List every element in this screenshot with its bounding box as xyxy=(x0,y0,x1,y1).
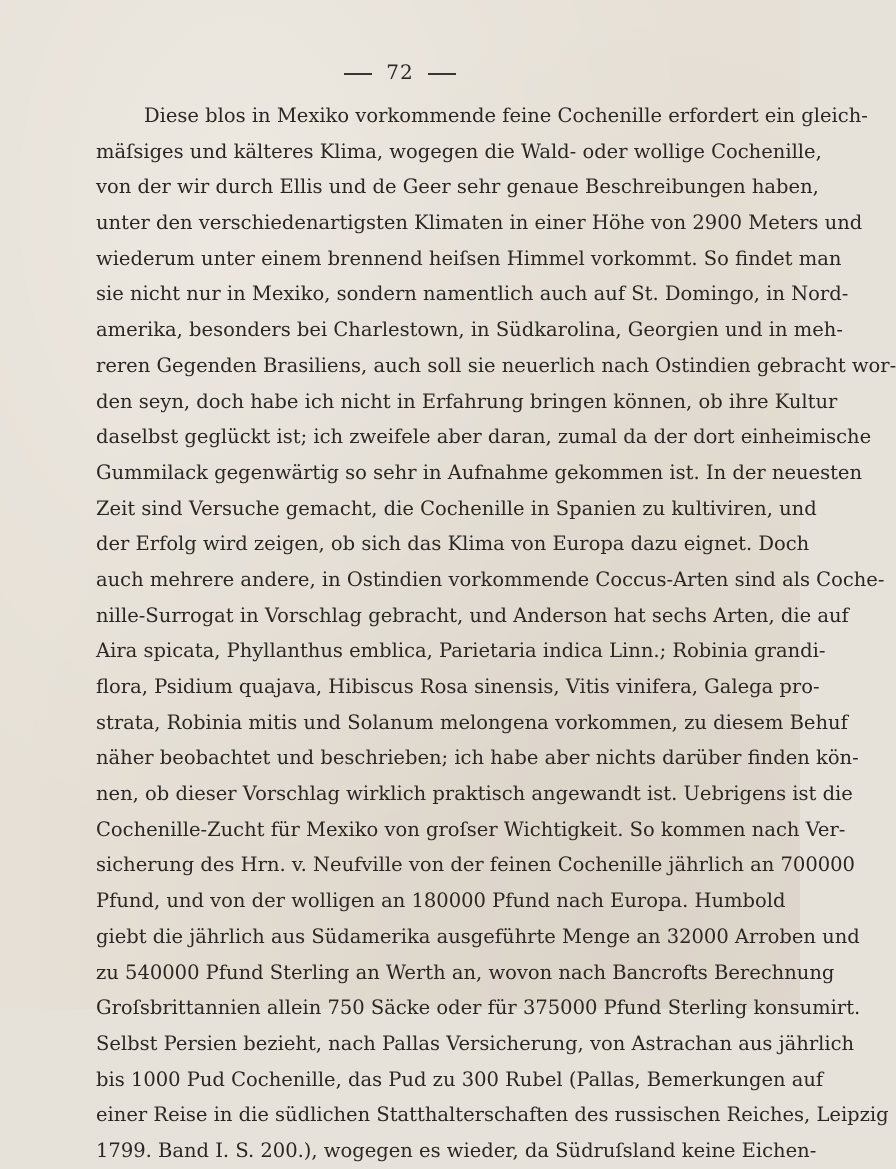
header-dash-right xyxy=(428,73,456,75)
text-line: mäſsiges und kälteres Klima, wogegen die Wald- oder wollige Cochenille, xyxy=(96,139,822,163)
text-line: reren Gegenden Brasiliens, auch soll sie neuerlich nach Ostindien gebracht wor- xyxy=(96,353,896,377)
text-line: Diese blos in Mexiko vorkommende feine Cochenille erfordert ein gleich- xyxy=(144,104,868,127)
text-line: wiederum unter einem brennend heiſsen Himmel vorkommt. So findet man xyxy=(96,246,842,270)
text-line: zu 540000 Pfund Sterling an Werth an, wovon nach Bancrofts Berechnung xyxy=(96,960,835,984)
text-line: Gummilack gegenwärtig so sehr in Aufnahme gekommen ist. In der neuesten xyxy=(96,460,863,484)
page-number: 72 xyxy=(386,60,414,84)
text-line: strata, Robinia mitis und Solanum melongena vorkommen, zu diesem Behuf xyxy=(96,710,848,734)
text-line: amerika, besonders bei Charlestown, in Südkarolina, Georgien und in meh- xyxy=(96,318,843,342)
body-text xyxy=(96,98,896,1169)
text-line: Zeit sind Versuche gemacht, die Cochenille in Spanien zu kultiviren, und xyxy=(96,496,817,520)
text-line: Aira spicata, Phyllanthus emblica, Parietaria indica Linn.; Robinia grandi- xyxy=(96,639,826,663)
text-line: bis 1000 Pud Cochenille, das Pud zu 300 Rubel (Pallas, Bemerkungen auf xyxy=(96,1067,824,1091)
text-line: sie nicht nur in Mexiko, sondern namentlich auch auf St. Domingo, in Nord- xyxy=(96,282,849,306)
text-line: unter den verschiedenartigsten Klimaten in einer Höhe von 2900 Meters und xyxy=(96,211,863,235)
text-line: Selbst Persien bezieht, nach Pallas Versicherung, von Astrachan aus jährlich xyxy=(96,1031,855,1055)
text-line: von der wir durch Ellis und de Geer sehr genaue Beschreibungen haben, xyxy=(96,175,819,199)
text-line: giebt die jährlich aus Südamerika ausgeführte Menge an 32000 Arroben und xyxy=(96,924,860,948)
text-line: daselbst geglückt ist; ich zweifele aber daran, zumal da der dort einheimische xyxy=(96,425,872,449)
text-line: auch mehrere andere, in Ostindien vorkommende Coccus-Arten sind als Coche- xyxy=(96,567,885,591)
text-line: nen, ob dieser Vorschlag wirklich praktisch angewandt ist. Uebrigens ist die xyxy=(96,782,853,806)
text-line: 1799. Band I. S. 200.), wogegen es wieder, da Südruſsland keine Eichen- xyxy=(96,1138,817,1162)
header-dash-left xyxy=(344,73,372,75)
text-line: den seyn, doch habe ich nicht in Erfahrung bringen können, ob ihre Kultur xyxy=(96,389,838,413)
text-line: sicherung des Hrn. v. Neufville von der feinen Cochenille jährlich an 700000 xyxy=(96,853,855,877)
text-line: einer Reise in die südlichen Statthalterschaften des russischen Reiches, Leipzig xyxy=(96,1103,889,1127)
text-line: flora, Psidium quajava, Hibiscus Rosa sinensis, Vitis vinifera, Galega pro- xyxy=(96,675,820,698)
text-line: Groſsbrittannien allein 750 Säcke oder für 375000 Pfund Sterling konsumirt. xyxy=(96,996,861,1020)
text-line: nille-Surrogat in Vorschlag gebracht, und Anderson hat sechs Arten, die auf xyxy=(96,603,849,627)
text-line: näher beobachtet und beschrieben; ich habe aber nichts darüber finden kön- xyxy=(96,746,859,770)
text-line: Cochenille-Zucht für Mexiko von groſser Wichtigkeit. So kommen nach Ver- xyxy=(96,817,846,841)
page-header xyxy=(0,60,800,84)
text-line: Pfund, und von der wolligen an 180000 Pfund nach Europa. Humbold xyxy=(96,889,786,913)
text-line: der Erfolg wird zeigen, ob sich das Klima von Europa dazu eignet. Doch xyxy=(96,532,810,556)
